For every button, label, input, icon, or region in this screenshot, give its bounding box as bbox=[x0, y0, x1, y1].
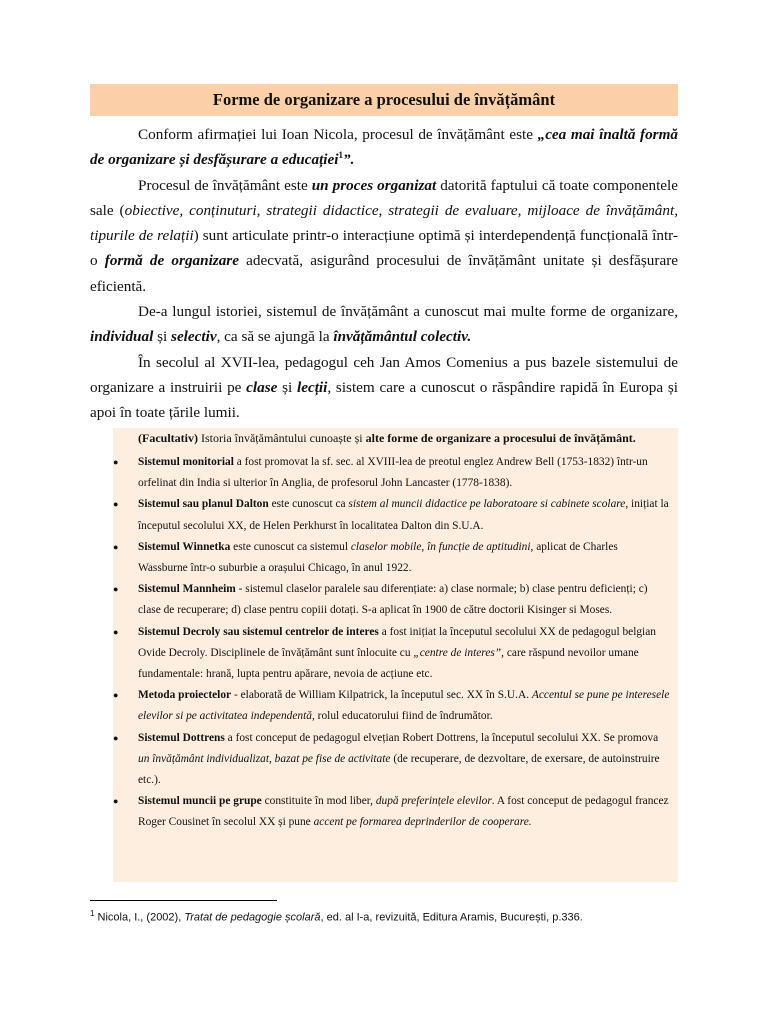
item-text-end: , inițiat la începutul secolului XX, de Helen Perkhurst în localitatea Dalton din S.U.A. bbox=[138, 498, 669, 532]
item-italic: sistem al muncii didactice pe laboratoare si cabinete scolare bbox=[348, 498, 626, 511]
paragraph-2 bbox=[90, 173, 678, 299]
item-italic-end: accent pe formarea deprinderilor de cooperare. bbox=[313, 816, 532, 829]
item-italic: claselor mobile, în funcție de aptitudini bbox=[350, 540, 531, 553]
bullet-icon: ● bbox=[113, 457, 119, 467]
bullet-icon: ● bbox=[113, 541, 119, 552]
item-text-end: , aplicat de Charles Wassburne într-o suburbie a orașului Chicago, în anul 1922. bbox=[138, 540, 618, 575]
p1-quote-end: ”. bbox=[342, 151, 355, 169]
p2-italic-d: obiective, conținuturi, strategii didactice, strategii de evaluare, mijloace de învățământ, tipurile de relații bbox=[90, 201, 678, 245]
footnote-ref[interactable]: 1 bbox=[338, 150, 343, 161]
footnote bbox=[90, 906, 678, 926]
list-item bbox=[90, 791, 678, 833]
optional-intro: Istoria învățământului cunoaște și bbox=[197, 431, 366, 445]
bullet-icon: ● bbox=[113, 584, 119, 595]
item-text-end: care răspund nevoilor umane fundamentale: hrană, lupta pentru apărare, nevoia de acțiune etc. bbox=[138, 646, 639, 681]
p4-text-c: și bbox=[277, 378, 297, 396]
p3-text-c: și bbox=[153, 328, 172, 346]
item-text: - elaborată de William Kilpatrick, la începutul sec. XX în S.U.A. bbox=[231, 689, 532, 702]
paragraph-4 bbox=[90, 350, 678, 426]
paragraph-1 bbox=[90, 122, 678, 173]
p2-text-c: datorită faptului că toate componentele sale ( bbox=[90, 176, 679, 219]
organization-forms-list bbox=[90, 452, 678, 834]
p4-emphasis-b: clase bbox=[246, 378, 278, 396]
p1-text: Conform afirmației lui Ioan Nicola, procesul de învățământ este bbox=[138, 126, 538, 143]
optional-intro-bold: alte forme de organizare a procesului de învățământ. bbox=[365, 431, 636, 445]
page-title-text: Forme de organizare a procesului de învățământ bbox=[212, 90, 556, 109]
item-text: a fost promovat la sf. sec. al XVIII-lea de preotul englez Andrew Bell (1753-1832) într-un orfelinat din India si ulterior în Anglia, de profesorul John Lancaster (1778-1838). bbox=[138, 456, 648, 490]
optional-section-heading bbox=[138, 430, 678, 447]
bullet-icon: ● bbox=[113, 732, 119, 743]
item-italic: Accentul se pune pe interesele elevilor si pe activitatea independentă bbox=[138, 689, 670, 723]
p3-text-a: De-a lungul istoriei, sistemul de învățământ a cunoscut mai multe forme de organizare, bbox=[138, 303, 678, 321]
p2-text-g: adecvată, asigurând procesului de învățământ unitate și desfășurare eficientă. bbox=[90, 252, 678, 295]
bullet-icon: ● bbox=[113, 626, 119, 637]
item-text-end: (de recuperare, de dezvoltare, de exersare, de autoinstruire etc.). bbox=[138, 752, 660, 787]
list-item bbox=[90, 622, 678, 686]
p2-emphasis-b: un proces organizat bbox=[311, 176, 437, 194]
item-text-end: . A fost conceput de pedagogul francez Roger Cousinet în secolul XX și pune bbox=[138, 795, 669, 829]
item-text: a fost conceput de pedagogul elvețian Robert Dottrens, la începutul secolului XX. Se promova bbox=[224, 731, 659, 744]
p4-text-a: În secolul al XVII-lea, pedagogul ceh Jan Amos Comenius a pus bazele sistemului de organizare a instruirii pe bbox=[90, 353, 678, 396]
footnote-book-title: Tratat de pedagogie școlară bbox=[184, 911, 321, 924]
item-text: - sistemul claselor paralele sau diferențiate: a) clase normale; b) clase pentru deficienți; c) clase de recuperare; d) clase pentru copiii dotați. S-a aplicat în 1900 de către doctorii Kisinger si Moses. bbox=[138, 583, 648, 617]
bullet-icon: ● bbox=[113, 499, 119, 510]
item-italic: un învățământ individualizat, bazat pe fise de activitate bbox=[138, 752, 391, 765]
item-term: Sistemul Dottrens bbox=[138, 731, 225, 744]
item-text-end: , rolul educatorului fiind de îndrumător. bbox=[311, 710, 493, 723]
p4-text-e: , sistem care a cunoscut o răspândire rapidă în Europa și apoi în toate țările lumii. bbox=[90, 378, 678, 422]
main-text bbox=[90, 122, 678, 426]
item-text: a fost inițiat la începutul secolului XX de pedagogul belgian Ovide Decroly. Disciplinele de învățământ sunt înlocuite cu bbox=[138, 625, 656, 659]
list-item bbox=[90, 494, 678, 536]
list-item bbox=[90, 579, 678, 621]
list-item bbox=[90, 537, 678, 579]
bullet-icon: ● bbox=[113, 796, 119, 807]
p3-text-e: , ca să se ajungă la bbox=[216, 328, 334, 346]
footnote-text-c: , ed. al I-a, revizuită, Editura Aramis, București, p.336. bbox=[320, 911, 583, 924]
p4-emphasis-d: lecții bbox=[297, 378, 328, 396]
paragraph-3 bbox=[90, 299, 678, 350]
item-text: este cunoscut ca bbox=[268, 498, 349, 511]
item-term: Sistemul Decroly sau sistemul centrelor de interes bbox=[138, 625, 379, 638]
item-italic: „centre de interes”, bbox=[413, 646, 504, 659]
footnote-number: 1 bbox=[90, 909, 95, 918]
page-title bbox=[90, 84, 678, 116]
p2-text-a: Procesul de învățământ este bbox=[138, 176, 312, 194]
p3-emphasis-b: individual bbox=[90, 328, 154, 346]
p3-emphasis-d: selectiv bbox=[171, 328, 217, 346]
item-text: constituite în mod liber, bbox=[261, 795, 376, 808]
list-item bbox=[90, 685, 678, 727]
p3-emphasis-f: învățământul colectiv. bbox=[333, 328, 472, 346]
item-term: Sistemul monitorial bbox=[138, 456, 234, 468]
item-term: Sistemul Winnetka bbox=[138, 540, 231, 553]
list-item bbox=[90, 452, 678, 494]
footnote-text-a: Nicola, I., (2002), bbox=[94, 911, 185, 924]
item-italic: după preferințele elevilor bbox=[375, 795, 492, 808]
item-term: Sistemul muncii pe grupe bbox=[138, 795, 262, 808]
p1-emphasis: „cea mai înaltă formă de organizare și desfășurare a educației bbox=[90, 126, 678, 169]
item-term: Sistemul sau planul Dalton bbox=[138, 498, 269, 511]
item-term: Sistemul Mannheim bbox=[138, 583, 236, 596]
footnote-separator bbox=[90, 900, 277, 901]
p2-emphasis-f: formă de organizare bbox=[104, 252, 239, 270]
optional-tag: (Facultativ) bbox=[138, 431, 198, 445]
bullet-icon: ● bbox=[113, 690, 119, 701]
list-item bbox=[90, 728, 678, 792]
item-term: Metoda proiectelor bbox=[138, 689, 232, 702]
p2-text-e: ) sunt articulate printr-o interacțiune optimă și interdependență funcțională într-o bbox=[90, 227, 678, 270]
item-text: este cunoscut ca sistemul bbox=[230, 540, 351, 553]
